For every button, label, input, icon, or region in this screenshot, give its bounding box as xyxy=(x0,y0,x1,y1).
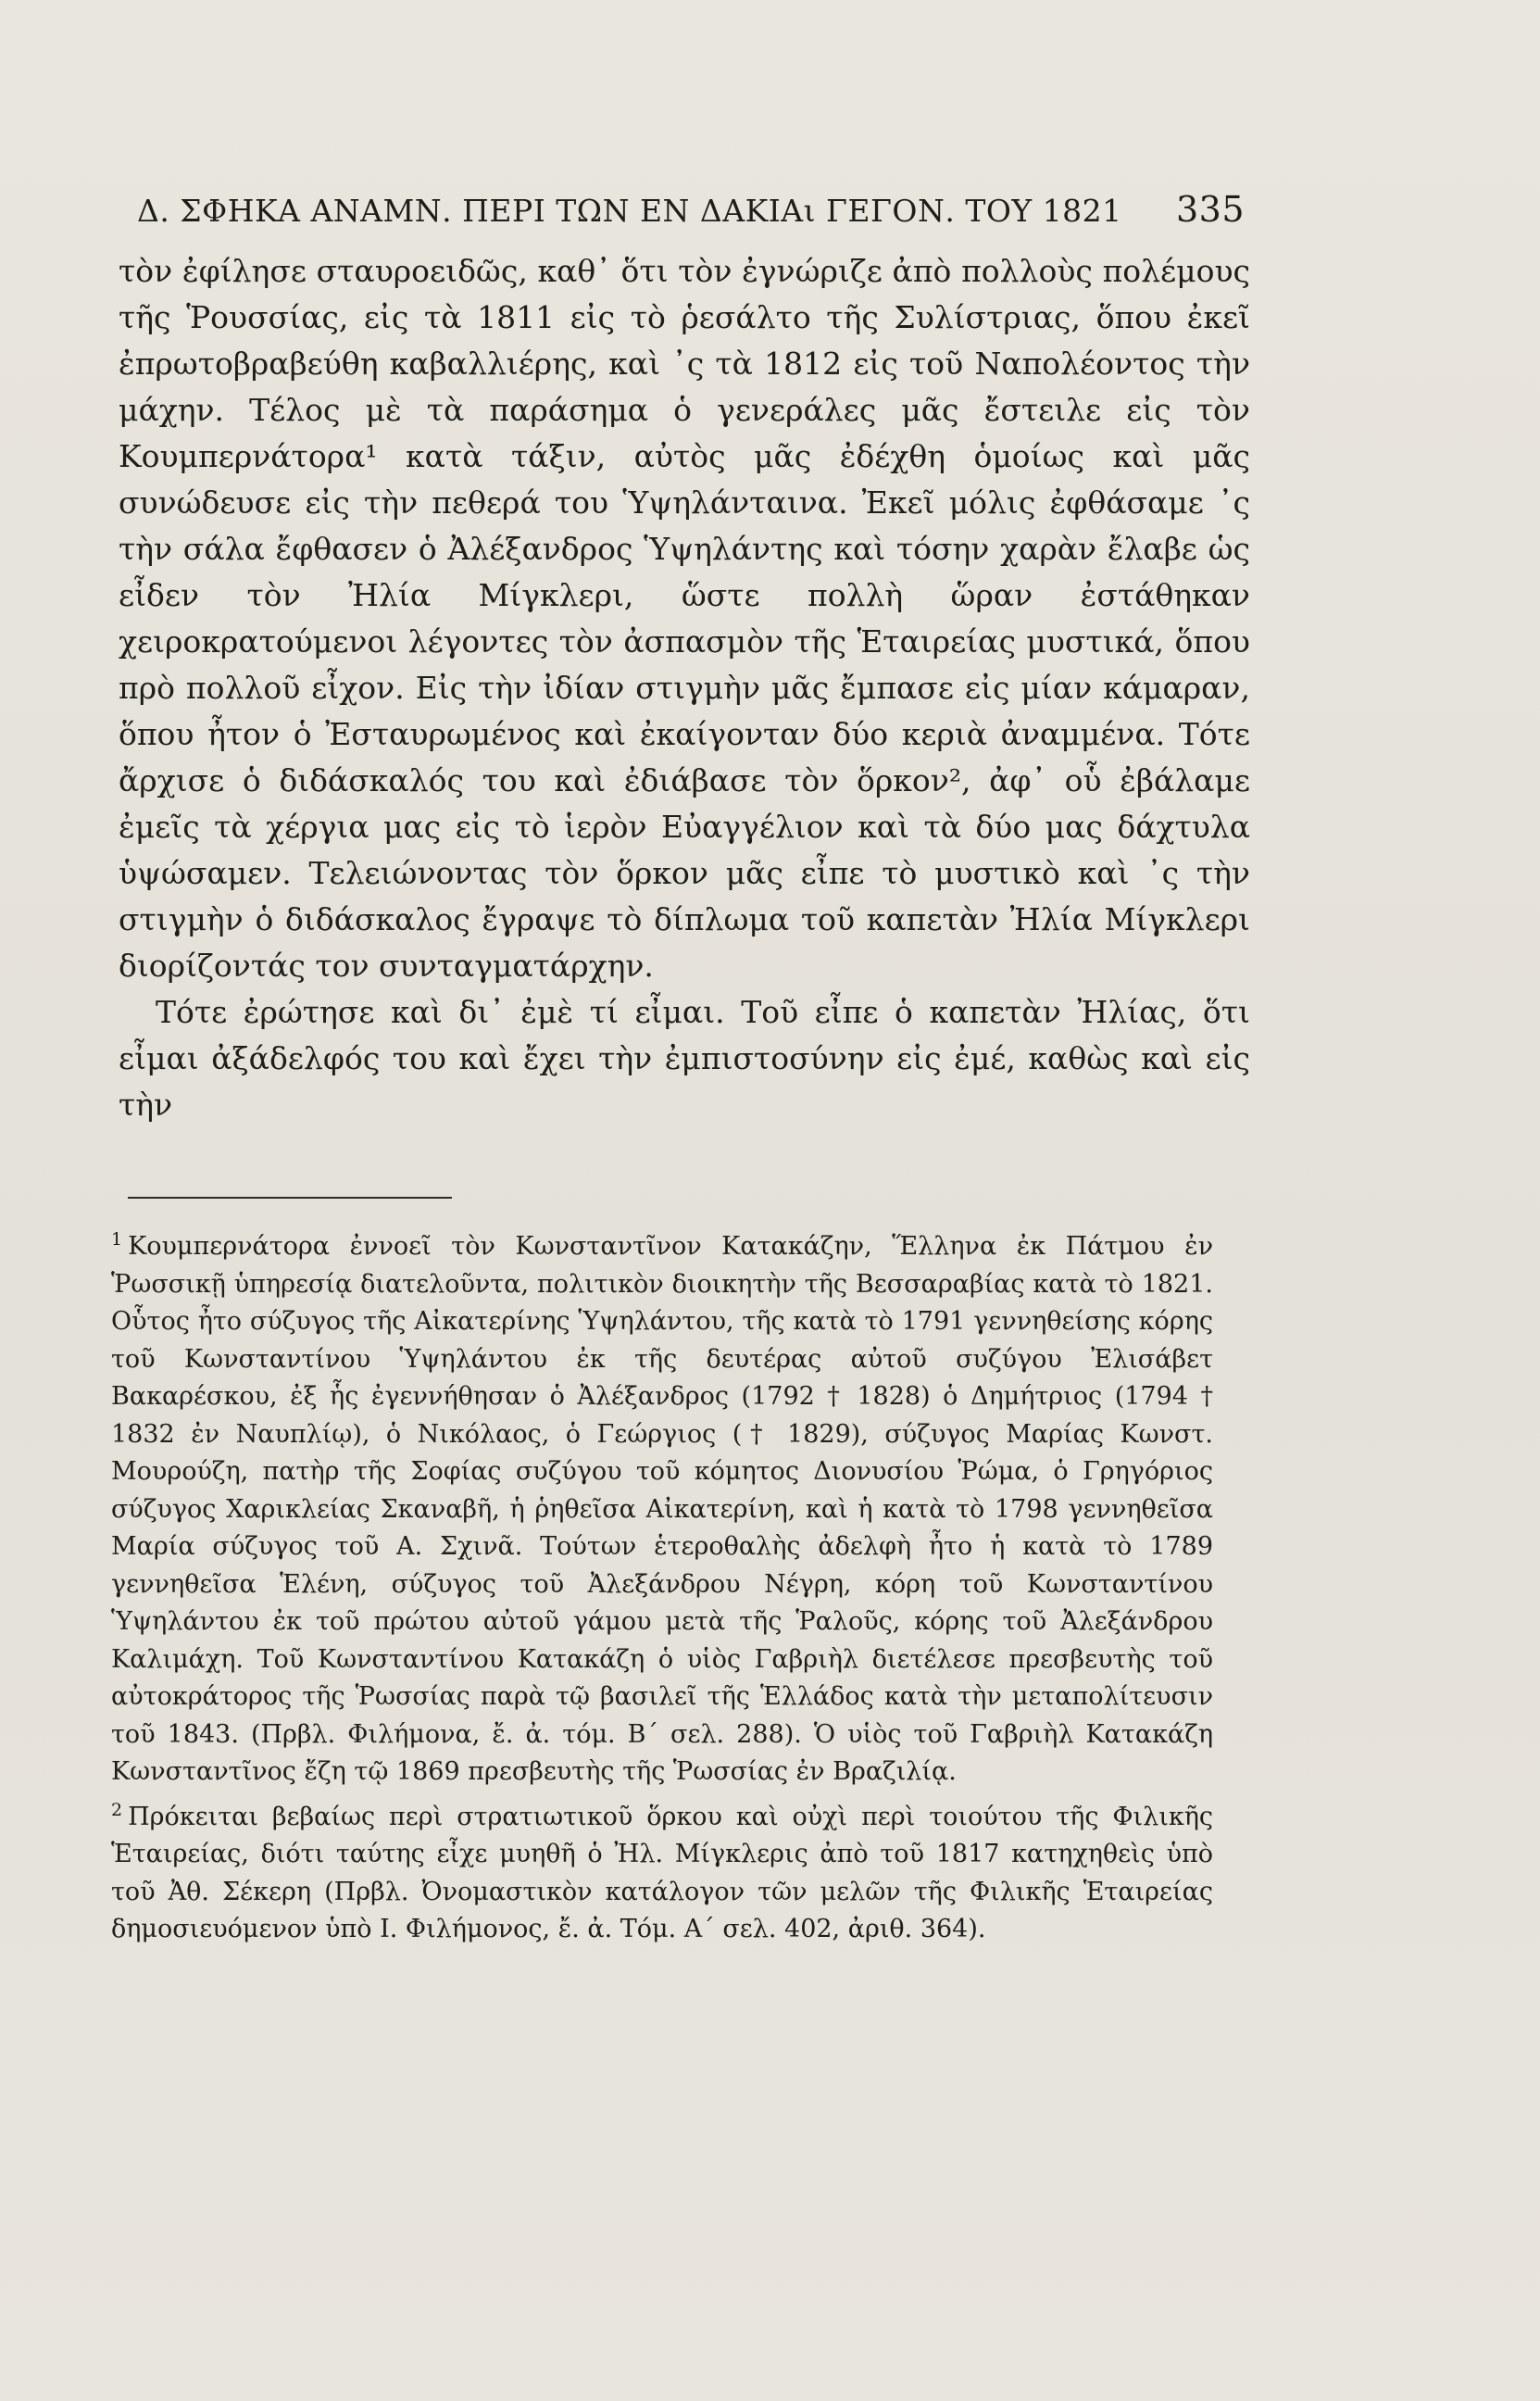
footnote-1 xyxy=(111,1221,1213,1791)
footnote-1-text: Κουμπερνάτορα ἐννοεῖ τὸν Κωνσταντῖνον Κατακάζην, Ἕλληνα ἐκ Πάτμου ἐν Ῥωσσικῇ ὑπηρεσίᾳ διατελοῦντα, πολιτικὸν διοικητὴν τῆς Βεσσαραβίας κατὰ τὸ 1821. Οὗτος ἦτο σύζυγος τῆς Αἰκατερίνης Ὑψηλάντου, τῆς κατὰ τὸ 1791 γεννηθείσης κόρης τοῦ Κωνσταντίνου Ὑψηλάντου ἐκ τῆς δευτέρας αὐτοῦ συζύγου Ἐλισάβετ Βακαρέσκου, ἐξ ἧς ἐγεννήθησαν ὁ Ἀλέξανδρος (1792 † 1828) ὁ Δημήτριος (1794 † 1832 ἐν Ναυπλίῳ), ὁ Νικόλαος, ὁ Γεώργιος († 1829), σύζυγος Μαρίας Κωνστ. Μουρούζη, πατὴρ τῆς Σοφίας συζύγου τοῦ κόμητος Διονυσίου Ῥώμα, ὁ Γρηγόριος σύζυγος Χαρικλείας Σκαναβῆ, ἡ ῥηθεῖσα Αἰκατερίνη, καὶ ἡ κατὰ τὸ 1798 γεννηθεῖσα Μαρία σύζυγος τοῦ Α. Σχινᾶ. Τούτων ἑτεροθαλὴς ἀδελφὴ ἦτο ἡ κατὰ τὸ 1789 γεννηθεῖσα Ἑλένη, σύζυγος τοῦ Ἀλεξάνδρου Νέγρη, κόρη τοῦ Κωνσταντίνου Ὑψηλάντου ἐκ τοῦ πρώτου αὐτοῦ γάμου μετὰ τῆς Ῥαλοῦς, κόρης τοῦ Ἀλεξάνδρου Καλιμάχη. Τοῦ Κωνσταντίνου Κατακάζη ὁ υἱὸς Γαβριὴλ διετέλεσε πρεσβευτὴς τοῦ αὐτοκράτορος τῆς Ῥωσσίας παρὰ τῷ βασιλεῖ τῆς Ἑλλάδος κατὰ τὴν μεταπολίτευσιν τοῦ 1843. (Πρβλ. Φιλήμονα, ἔ. ἀ. τόμ. Β´ σελ. 288). Ὁ υἱὸς τοῦ Γαβριὴλ Κατακάζη Κωνσταντῖνος ἔζη τῷ 1869 πρεσβευτὴς τῆς Ῥωσσίας ἐν Βραζιλίᾳ. xyxy=(111,1232,1213,1786)
paragraph-2: Τότε ἐρώτησε καὶ δι᾽ ἐμὲ τί εἶμαι. Τοῦ εἶπε ὁ καπετὰν Ἠλίας, ὅτι εἶμαι ἀξάδελφός του καὶ ἔχει τὴν ἐμπιστοσύνην εἰς ἐμέ, καθὼς καὶ εἰς τὴν xyxy=(119,994,1250,1123)
page-number: 335 xyxy=(1175,189,1245,230)
footnote-divider xyxy=(128,1197,452,1199)
header-title: Δ. ΣΦΗΚΑ ΑΝΑΜΝ. ΠΕΡΙ ΤΩΝ ΕΝ ΔΑΚΙΑι ΓΕΓΟΝ. ΤΟΥ 1821 xyxy=(137,193,1122,229)
footnote-1-mark: 1 xyxy=(111,1229,123,1250)
footnotes xyxy=(111,1221,1213,1949)
footnote-2-text: Πρόκειται βεβαίως περὶ στρατιωτικοῦ ὅρκου καὶ οὐχὶ περὶ τοιούτου τῆς Φιλικῆς Ἑταιρείας, διότι ταύτης εἶχε μυηθῆ ὁ Ἠλ. Μίγκλερις ἀπὸ τοῦ 1817 κατηχηθεὶς ὑπὸ τοῦ Ἀθ. Σέκερη (Πρβλ. Ὀνομαστικὸν κατάλογον τῶν μελῶν τῆς Φιλικῆς Ἑταιρείας δημοσιευόμενον ὑπὸ Ι. Φιλήμονος, ἔ. ἀ. Τόμ. Α´ σελ. 402, ἀριθ. 364). xyxy=(111,1802,1213,1943)
paragraph-1: τὸν ἐφίλησε σταυροειδῶς, καθ᾽ ὅτι τὸν ἐγνώριζε ἀπὸ πολλοὺς πολέμους τῆς Ῥουσσίας, εἰς τὰ 1811 εἰς τὸ ῥεσάλτο τῆς Συλίστριας, ὅπου ἐκεῖ ἐπρωτοβραβεύθη καβαλλιέρης, καὶ ᾽ς τὰ 1812 εἰς τοῦ Ναπολέοντος τὴν μάχην. Τέλος μὲ τὰ παράσημα ὁ γενεράλες μᾶς ἔστειλε εἰς τὸν Κουμπερνάτορα¹ κατὰ τάξιν, αὐτὸς μᾶς ἐδέχθη ὁμοίως καὶ μᾶς συνώδευσε εἰς τὴν πεθερά του Ὑψηλάνταινα. Ἐκεῖ μόλις ἐφθάσαμε ᾽ς τὴν σάλα ἔφθασεν ὁ Ἀλέξανδρος Ὑψηλάντης καὶ τόσην χαρὰν ἔλαβε ὡς εἶδεν τὸν Ἠλία Μίγκλερι, ὥστε πολλὴ ὥραν ἐστάθηκαν χειροκρατούμενοι λέγοντες τὸν ἀσπασμὸν τῆς Ἑταιρείας μυστικά, ὅπου πρὸ πολλοῦ εἶχον. Εἰς τὴν ἰδίαν στιγμὴν μᾶς ἔμπασε εἰς μίαν κάμαραν, ὅπου ἦτον ὁ Ἐσταυρωμένος καὶ ἐκαίγονταν δύο κεριὰ ἀναμμένα. Τότε ἄρχισε ὁ διδάσκαλός του καὶ ἐδιάβασε τὸν ὅρκον², ἀφ᾽ οὗ ἐβάλαμε ἐμεῖς τὰ χέργια μας εἰς τὸ ἱερὸν Εὐαγγέλιον καὶ τὰ δύο μας δάχτυλα ὑψώσαμεν. Τελειώνοντας τὸν ὅρκον μᾶς εἶπε τὸ μυστικὸ καὶ ᾽ς τὴν στιγμὴν ὁ διδάσκαλος ἔγραψε τὸ δίπλωμα τοῦ καπετὰν Ἠλία Μίγκλερι διορίζοντάς τον συνταγματάρχην. xyxy=(119,253,1250,984)
footnote-2-mark: 2 xyxy=(111,1799,123,1820)
footnote-2 xyxy=(111,1791,1213,1949)
main-text xyxy=(119,248,1250,1128)
running-header xyxy=(137,189,1245,230)
